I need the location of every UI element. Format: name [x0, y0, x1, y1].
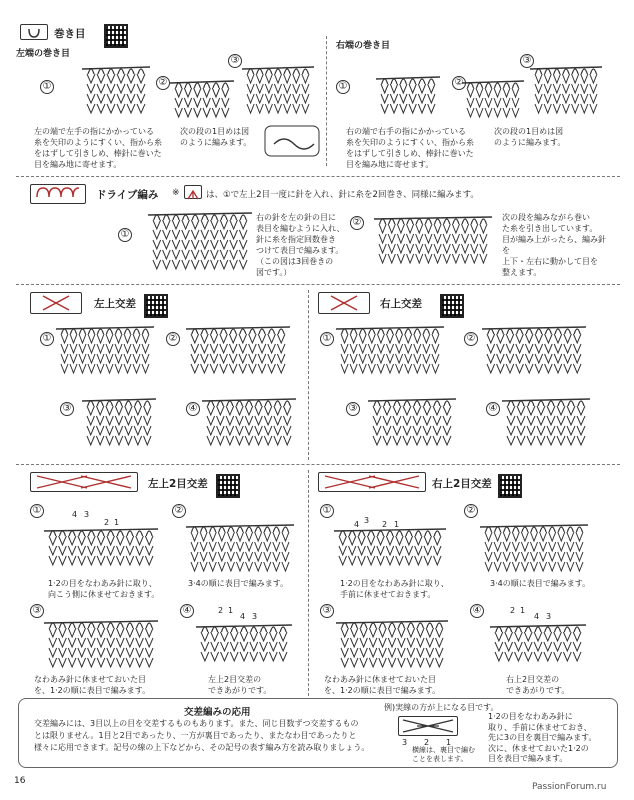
- knitting-illustration: [60, 320, 150, 382]
- instruction-text: なわあみ針に休ませておいた目 を、1·2の順に表目で編みます。: [324, 675, 441, 695]
- stitch-label: 3: [84, 510, 90, 519]
- stitch-label: 3: [252, 612, 258, 621]
- knitting-illustration: [486, 320, 582, 382]
- knitting-illustration: [372, 392, 452, 454]
- stitch-label: 2: [104, 518, 110, 527]
- step-number: ③: [346, 402, 360, 416]
- knitting-illustration: [48, 522, 154, 574]
- makime-right-label: 右端の巻き目: [336, 41, 391, 51]
- example-cross-symbol-icon: [398, 716, 458, 736]
- makime-left-label: 左端の巻き目: [16, 49, 71, 59]
- stitch-label: 4: [354, 520, 360, 529]
- left-2cross-symbol-icon: [30, 472, 138, 492]
- knitting-illustration: [190, 320, 286, 382]
- applied-title: 交差編みの応用: [180, 704, 255, 718]
- step-number: ②: [464, 504, 478, 518]
- right-2cross-symbol-icon: [318, 472, 426, 492]
- instruction-text: 左の端で左手の指にかかっている 糸を矢印のようにすくい、指から糸 をはずして引きしめ、棒針に巻いた 目を編み地に寄せます。: [34, 127, 162, 169]
- step-number: ③: [520, 54, 534, 68]
- knitting-illustration: [378, 210, 488, 272]
- step-number: ①: [320, 332, 334, 346]
- step-number: ④: [486, 402, 500, 416]
- knitting-illustration: [200, 618, 288, 670]
- right-cross-title: 右上交差: [380, 298, 422, 310]
- step-number: ③: [228, 54, 242, 68]
- stitch-label: 3: [364, 516, 370, 525]
- divider: [326, 36, 327, 166]
- applied-body: 交差編みには、3目以上の目を交差するものもあります。また、同じ目数ずつ交差するもの とは限りません。1目と2目であったり、一方が裏目であったり、またなわ目であったりと 様々に応用できます。記号の線の上下などから、その記号の表す編み方を読み取りましょう。: [34, 719, 370, 752]
- knitting-illustration: [340, 320, 440, 382]
- left-2cross-title: 左上2目交差: [148, 478, 208, 490]
- knitting-illustration: [86, 392, 152, 454]
- example-stitch-number: 2: [424, 738, 430, 747]
- instruction-text: 次の段を編みながら巻い た糸を引き出しています。 目が編み上がったら、編み針を 上下・左右に動かして目を 整えます。: [502, 213, 606, 277]
- right-2cross-title: 右上2目交差: [432, 478, 492, 490]
- stitch-label: 3: [546, 612, 552, 621]
- makime-title: 巻き目: [54, 28, 86, 40]
- knitting-illustration: [206, 392, 292, 454]
- stitch-label: 4: [534, 612, 540, 621]
- drive-symbol-icon: [30, 184, 86, 204]
- step-number: ②: [464, 332, 478, 346]
- example-label: 例)実線の方が上になる目です。: [384, 703, 499, 712]
- stitch-label: 1: [394, 520, 400, 529]
- knitting-illustration: [152, 206, 248, 270]
- step-number: ④: [470, 604, 484, 618]
- right-cross-symbol-icon: [318, 292, 370, 314]
- instruction-text: 1·2の目をなわあみ針に取り、 向こう側に休ませておきます。: [48, 579, 160, 599]
- knitting-illustration: [48, 614, 154, 670]
- knitting-illustration: [86, 60, 146, 120]
- step-number: ②: [172, 504, 186, 518]
- example-stitch-number: 3: [402, 738, 408, 747]
- stitch-label: 2: [218, 606, 224, 615]
- stitch-label: 2: [510, 606, 516, 615]
- knitting-illustration: [466, 74, 520, 118]
- stitch-label: 2: [382, 520, 388, 529]
- instruction-text: 3·4の順に表目で編みます。: [188, 579, 289, 588]
- step-number: ①: [336, 80, 350, 94]
- qr-code-icon: [104, 24, 128, 48]
- divider: [308, 290, 309, 460]
- knitting-illustration: [190, 518, 290, 574]
- step-number: ②: [452, 76, 466, 90]
- knitting-illustration: [506, 392, 586, 454]
- stitch-label: 1: [228, 606, 234, 615]
- step-number: ①: [320, 504, 334, 518]
- instruction-text: 1·2の目をなわあみ針に取り、 手前に休ませておきます。: [340, 579, 449, 599]
- step-number: ②: [350, 216, 364, 230]
- instruction-text: 右上2目交差の できあがりです。: [506, 675, 570, 695]
- step-number: ③: [60, 402, 74, 416]
- section-divider: [16, 176, 620, 177]
- knitting-illustration: [246, 60, 310, 118]
- page-number: 16: [14, 776, 26, 786]
- step-number: ④: [186, 402, 200, 416]
- step-number: ①: [40, 80, 54, 94]
- knitting-illustration: [534, 60, 598, 118]
- stitch-label: 4: [240, 612, 246, 621]
- step-number: ③: [30, 604, 44, 618]
- watermark: PassionForum.ru: [532, 782, 607, 792]
- knitting-illustration: [174, 74, 230, 118]
- step-number: ②: [156, 76, 170, 90]
- left-cross-symbol-icon: [30, 292, 82, 314]
- instruction-text: 次の段の1目めは図 のように編みます。: [180, 127, 252, 147]
- instruction-text: 左上2目交差の できあがりです。: [208, 675, 272, 695]
- divider: [308, 470, 309, 696]
- qr-code-icon: [498, 474, 522, 498]
- step-number: ①: [118, 228, 132, 242]
- left-cross-title: 左上交差: [94, 298, 136, 310]
- instruction-text: 3·4の順に表目で編みます。: [490, 579, 591, 588]
- knitting-illustration: [484, 518, 584, 574]
- example-desc: 1·2の目をなわあみ針に 取り、手前に休ませておき、 先に3の目を裏目で編みます。 次に、休ませておいた1·2の 目を表目で編みます。: [488, 712, 597, 763]
- qr-code-icon: [216, 474, 240, 498]
- drive-note-text: は、①で左上2目一度に針を入れ、針に糸を2回巻き、同様に編みます。: [206, 190, 479, 200]
- detail-callout-illustration: [264, 122, 320, 158]
- instruction-text: なわあみ針に休ませておいた目 を、1·2の順に表目で編みます。: [34, 675, 151, 695]
- step-number: ①: [30, 504, 44, 518]
- instruction-text: 次の段の1目めは図 のように編みます。: [494, 127, 566, 147]
- drive-title: ドライブ編み: [96, 189, 159, 201]
- knitting-illustration: [380, 70, 436, 120]
- stitch-label: 1: [114, 518, 120, 527]
- knitting-illustration: [338, 522, 442, 574]
- qr-code-icon: [144, 294, 168, 318]
- drive-note-mark: ※: [172, 188, 180, 198]
- knitting-illustration: [340, 614, 444, 670]
- section-divider: [16, 464, 620, 465]
- step-number: ②: [166, 332, 180, 346]
- instruction-text: 右の針を左の針の目に 表目を編むように入れ、 針に糸を指定回数巻き つけて表目で編みます。 （この図は3回巻きの 図です。）: [256, 213, 345, 277]
- step-number: ③: [320, 604, 334, 618]
- example-note: 横線は、裏目で編む ことを表します。: [412, 746, 475, 763]
- decrease-symbol-icon: [184, 185, 202, 199]
- step-number: ①: [40, 332, 54, 346]
- knitting-illustration: [494, 618, 582, 670]
- instruction-text: 右の端で右手の指にかかっている 糸を矢印のようにすくい、指から糸 をはずして引きしめ、棒針に巻いた 目を編み地に寄せます。: [346, 127, 474, 169]
- stitch-label: 4: [72, 510, 78, 519]
- step-number: ④: [180, 604, 194, 618]
- example-stitch-number: 1: [446, 738, 452, 747]
- section-divider: [16, 284, 620, 285]
- stitch-label: 1: [520, 606, 526, 615]
- qr-code-icon: [440, 294, 464, 318]
- makime-symbol-icon: [20, 24, 48, 40]
